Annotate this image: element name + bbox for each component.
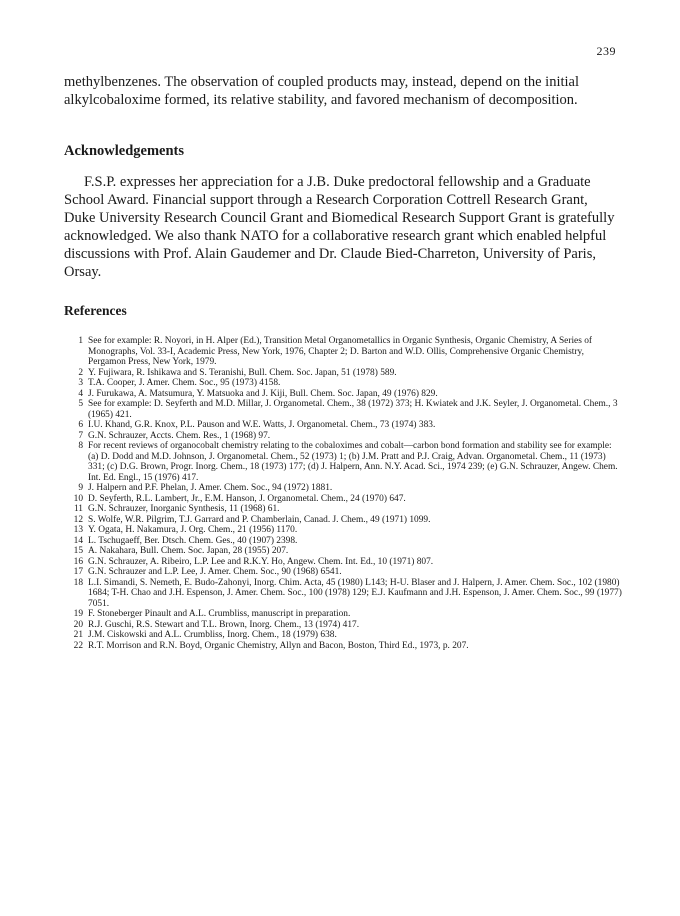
reference-number: 3 [78,378,83,388]
reference-text: Y. Fujiwara, R. Ishikawa and S. Teranishi, Bull. Chem. Soc. Japan, 51 (1978) 589. [88,367,397,378]
reference-item [64,399,624,420]
reference-number: 9 [78,483,83,493]
reference-number: 11 [73,504,83,514]
reference-item [64,336,624,368]
acknowledgements-paragraph: F.S.P. expresses her appreciation for a J.B. Duke predoctoral fellowship and a Graduate School Award. Financial support through a Research Corporation Cottrell Research Grant, Duke University Research Council Grant and Biomedical Research Support Grant is gratefully acknowledged. We also thank NATO for a collaborative research grant which enabled helpful discussions with Prof. Alain Gaudemer and Dr. Claude Bied-Charreton, University of Paris, Orsay. [64,174,615,280]
reference-item [64,515,624,526]
reference-number: 6 [78,420,83,430]
intro-paragraph: methylbenzenes. The observation of coupled products may, instead, depend on the initial alkylcobaloxime formed, its relative stability, and favored mechanism of decomposition. [64,74,580,108]
page-number: 239 [596,44,616,58]
reference-text: R.J. Guschi, R.S. Stewart and T.L. Brown, Inorg. Chem., 13 (1974) 417. [88,619,360,630]
references-heading: References [64,303,127,318]
reference-number: 14 [73,535,83,546]
reference-item [64,578,624,610]
reference-number: 1 [78,336,83,346]
reference-text: See for example: R. Noyori, in H. Alper (Ed.), Transition Metal Organometallics in Organic Synthesis, Organic Chemistry, A Series of Monographs, Vol. 33-I, Academic Press, New York, 1976, Chapter 2; D. Barton and W.D. Ollis, Comprehensive Organic Chemistry, Pergamon Press, New York, 1979. [88,336,593,367]
reference-text: J. Halpern and P.F. Phelan, J. Amer. Chem. Soc., 94 (1972) 1881. [88,483,333,493]
reference-number: 15 [73,546,83,556]
reference-item [64,389,624,400]
reference-item [64,620,624,631]
reference-item [64,546,624,557]
reference-text: G.N. Schrauzer, A. Ribeiro, L.P. Lee and R.K.Y. Ho, Angew. Chem. Int. Ed., 10 (1971) 807. [88,556,434,567]
reference-text: R.T. Morrison and R.N. Boyd, Organic Chemistry, Allyn and Bacon, Boston, Third Ed., 1973, p. 207. [88,640,469,651]
reference-item [64,378,624,389]
reference-number: 21 [73,630,83,640]
reference-item [64,483,624,494]
reference-number: 2 [78,367,83,378]
reference-number: 7 [78,430,83,441]
reference-number: 18 [73,577,83,588]
reference-item [64,494,624,505]
reference-item [64,441,624,483]
reference-text: D. Seyferth, R.L. Lambert, Jr., E.M. Hanson, J. Organometal. Chem., 24 (1970) 647. [88,493,406,504]
reference-number: 19 [73,609,83,619]
reference-item [64,431,624,442]
acknowledgements-heading: Acknowledgements [64,143,185,159]
reference-number: 13 [73,525,83,535]
reference-text: S. Wolfe, W.R. Pilgrim, T.J. Garrard and P. Chamberlain, Canad. J. Chem., 49 (1971) 1099. [88,514,431,525]
reference-number: 12 [73,514,83,525]
reference-text: L. Tschugaeff, Ber. Dtsch. Chem. Ges., 40 (1907) 2398. [88,535,298,546]
reference-item [64,504,624,515]
reference-text: L.I. Simandi, S. Nemeth, E. Budo-Zahonyi, Inorg. Chim. Acta, 45 (1980) L143; H-U. Blaser and J. Halpern, J. Amer. Chem. Soc., 102 (1980) 1684; T-H. Chao and J.H. Espenson, J. Amer. Chem. Soc., 100 (1978) 129; E.J. Kaufmann and J.H. Espenson, J. Amer. Chem. Soc., 99 (1977) 7051. [88,577,622,609]
reference-item [64,567,624,578]
reference-number: 20 [73,619,83,630]
reference-text: A. Nakahara, Bull. Chem. Soc. Japan, 28 (1955) 207. [88,546,289,556]
reference-text: Y. Ogata, H. Nakamura, J. Org. Chem., 21 (1956) 1170. [88,525,298,535]
references-list [64,336,624,651]
reference-text: J. Furukawa, A. Matsumura, Y. Matsuoka and J. Kiji, Bull. Chem. Soc. Japan, 49 (1976) 829. [88,388,438,399]
reference-item [64,557,624,568]
reference-text: G.N. Schrauzer, Inorganic Synthesis, 11 (1968) 61. [88,504,280,514]
reference-text: J.M. Ciskowski and A.L. Crumbliss, Inorg. Chem., 18 (1979) 638. [88,630,337,640]
reference-number: 5 [78,399,83,409]
reference-item [64,420,624,431]
reference-text: G.N. Schrauzer, Accts. Chem. Res., 1 (1968) 97. [88,430,271,441]
reference-text: G.N. Schrauzer and L.P. Lee, J. Amer. Chem. Soc., 90 (1968) 6541. [88,567,342,577]
reference-text: I.U. Khand, G.R. Knox, P.L. Pauson and W.E. Watts, J. Organometal. Chem., 73 (1974) 383. [88,420,436,430]
reference-number: 10 [73,493,83,504]
reference-item [64,630,624,641]
reference-text: T.A. Cooper, J. Amer. Chem. Soc., 95 (1973) 4158. [88,378,281,388]
reference-number: 17 [73,567,83,577]
reference-text: See for example: D. Seyferth and M.D. Millar, J. Organometal. Chem., 38 (1972) 373; H. Kwiatek and J.K. Seyler, J. Organometal. Chem., 3 (1965) 421. [88,399,618,420]
reference-text: For recent reviews of organocobalt chemistry relating to the cobaloximes and cobalt—carbon bond formation and stability see for example: (a) D. Dodd and M.D. Johnson, J. Organometal. Chem., 52 (1973) 1; (b) J.M. Pratt and P.J. Craig, Advan. Organometal. Chem., 11 (1973) 331; (c) D.G. Brown, Progr. Inorg. Chem., 18 (1973) 177; (d) J. Halpern, Ann. N.Y. Acad. Sci., 1974 239; (e) G.N. Schrauzer, Angew. Chem. Int. Ed. Engl., 15 (1976) 417. [88,441,618,483]
reference-item [64,641,624,652]
reference-number: 22 [73,640,83,651]
reference-item [64,368,624,379]
reference-item [64,525,624,536]
reference-item [64,609,624,620]
reference-number: 8 [78,441,83,451]
reference-number: 4 [78,388,83,399]
reference-item [64,536,624,547]
reference-number: 16 [73,556,83,567]
reference-text: F. Stoneberger Pinault and A.L. Crumbliss, manuscript in preparation. [88,609,351,619]
